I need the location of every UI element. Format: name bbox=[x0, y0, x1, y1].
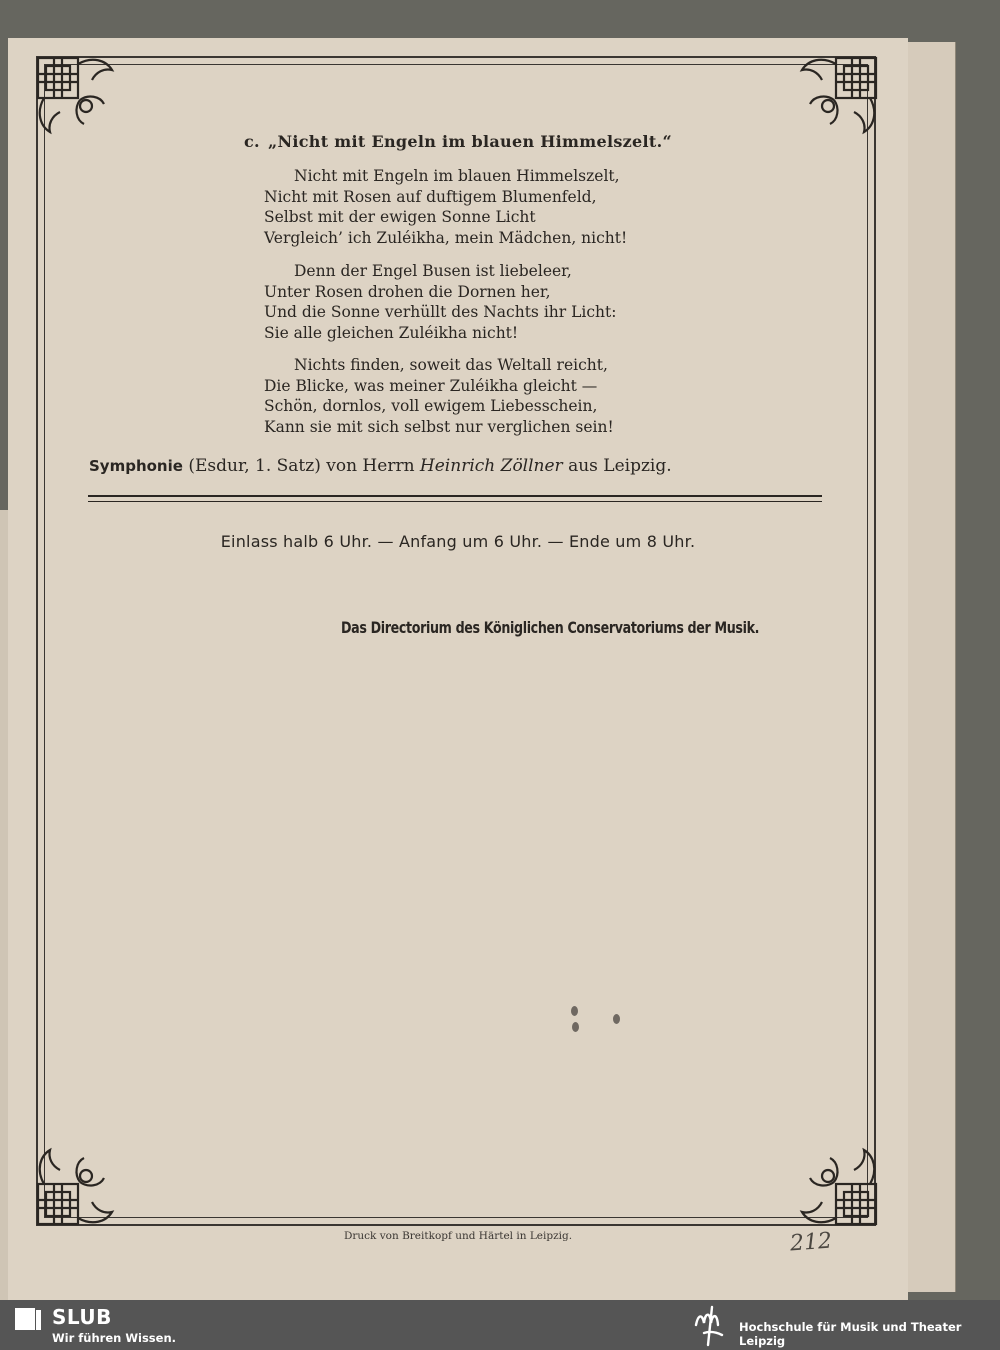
poem-line: Sie alle gleichen Zuléikha nicht! bbox=[264, 323, 519, 342]
poem-line: Schön, dornlos, voll ewigem Liebesschein, bbox=[264, 397, 598, 415]
poem-line: Denn der Engel Busen ist liebeleer, bbox=[294, 262, 572, 280]
corner-ornament-top-right bbox=[792, 50, 884, 142]
divider-rule-thin bbox=[88, 501, 822, 502]
footer-bar bbox=[0, 1300, 1000, 1350]
handwritten-shelfmark: 212 bbox=[789, 1228, 833, 1257]
poem-line: Unter Rosen drohen die Dornen her, bbox=[264, 282, 551, 301]
program-detail: (Esdur, 1. Satz) von Herrn bbox=[188, 456, 415, 476]
ink-spot bbox=[571, 1006, 578, 1016]
poem-line: Nicht mit Engeln im blauen Himmelszelt, bbox=[294, 167, 620, 185]
ink-spot bbox=[613, 1014, 620, 1024]
poem-stanza-3 bbox=[264, 355, 614, 437]
poem-line: Und die Sonne verhüllt des Nachts ihr Licht: bbox=[264, 303, 617, 321]
divider-rule bbox=[88, 495, 822, 497]
corner-ornament-bottom-left bbox=[30, 1140, 122, 1232]
corner-ornament-top-left bbox=[30, 50, 122, 142]
poem-label: c. bbox=[244, 132, 260, 151]
program-work: Symphonie bbox=[89, 457, 183, 475]
poem-title: „Nicht mit Engeln im blauen Himmelszelt.“ bbox=[267, 132, 672, 151]
printer-note: Druck von Breitkopf und Härtel in Leipzig. bbox=[343, 1230, 573, 1242]
ink-spot bbox=[572, 1022, 579, 1032]
poem-line: Nicht mit Rosen auf duftigem Blumenfeld, bbox=[264, 187, 597, 206]
directorate-signature: Das Directorium des Königlichen Conservatoriums der Musik. bbox=[341, 618, 760, 637]
poem-stanza-2 bbox=[264, 261, 616, 343]
poem-line: Nichts finden, soweit das Weltall reicht, bbox=[294, 356, 608, 374]
hmt-name[interactable]: Hochschule für Musik und Theater Leipzig bbox=[739, 1320, 962, 1348]
program-item bbox=[89, 456, 672, 476]
poem-heading bbox=[8, 132, 908, 151]
poem-line: Die Blicke, was meiner Zuléikha gleicht — bbox=[264, 376, 598, 395]
document-page bbox=[8, 38, 908, 1300]
corner-ornament-bottom-right bbox=[792, 1140, 884, 1232]
admission-times: Einlass halb 6 Uhr. — Anfang um 6 Uhr. — Ende um 8 Uhr. bbox=[220, 532, 696, 551]
poem-stanza-1 bbox=[264, 166, 627, 248]
slub-tagline: Wir führen Wissen. bbox=[52, 1331, 177, 1345]
poem-line: Kann sie mit sich selbst nur verglichen sein! bbox=[264, 417, 614, 436]
program-composer: Heinrich Zöllner bbox=[419, 456, 563, 476]
program-origin: aus Leipzig. bbox=[568, 456, 672, 476]
slub-name[interactable]: SLUB bbox=[52, 1305, 112, 1329]
slub-logo-icon[interactable] bbox=[15, 1308, 41, 1330]
poem-line: Selbst mit der ewigen Sonne Licht bbox=[264, 208, 536, 226]
hmt-logo-icon[interactable] bbox=[690, 1303, 730, 1347]
poem-line: Vergleich’ ich Zuléikha, mein Mädchen, nicht! bbox=[264, 228, 628, 247]
